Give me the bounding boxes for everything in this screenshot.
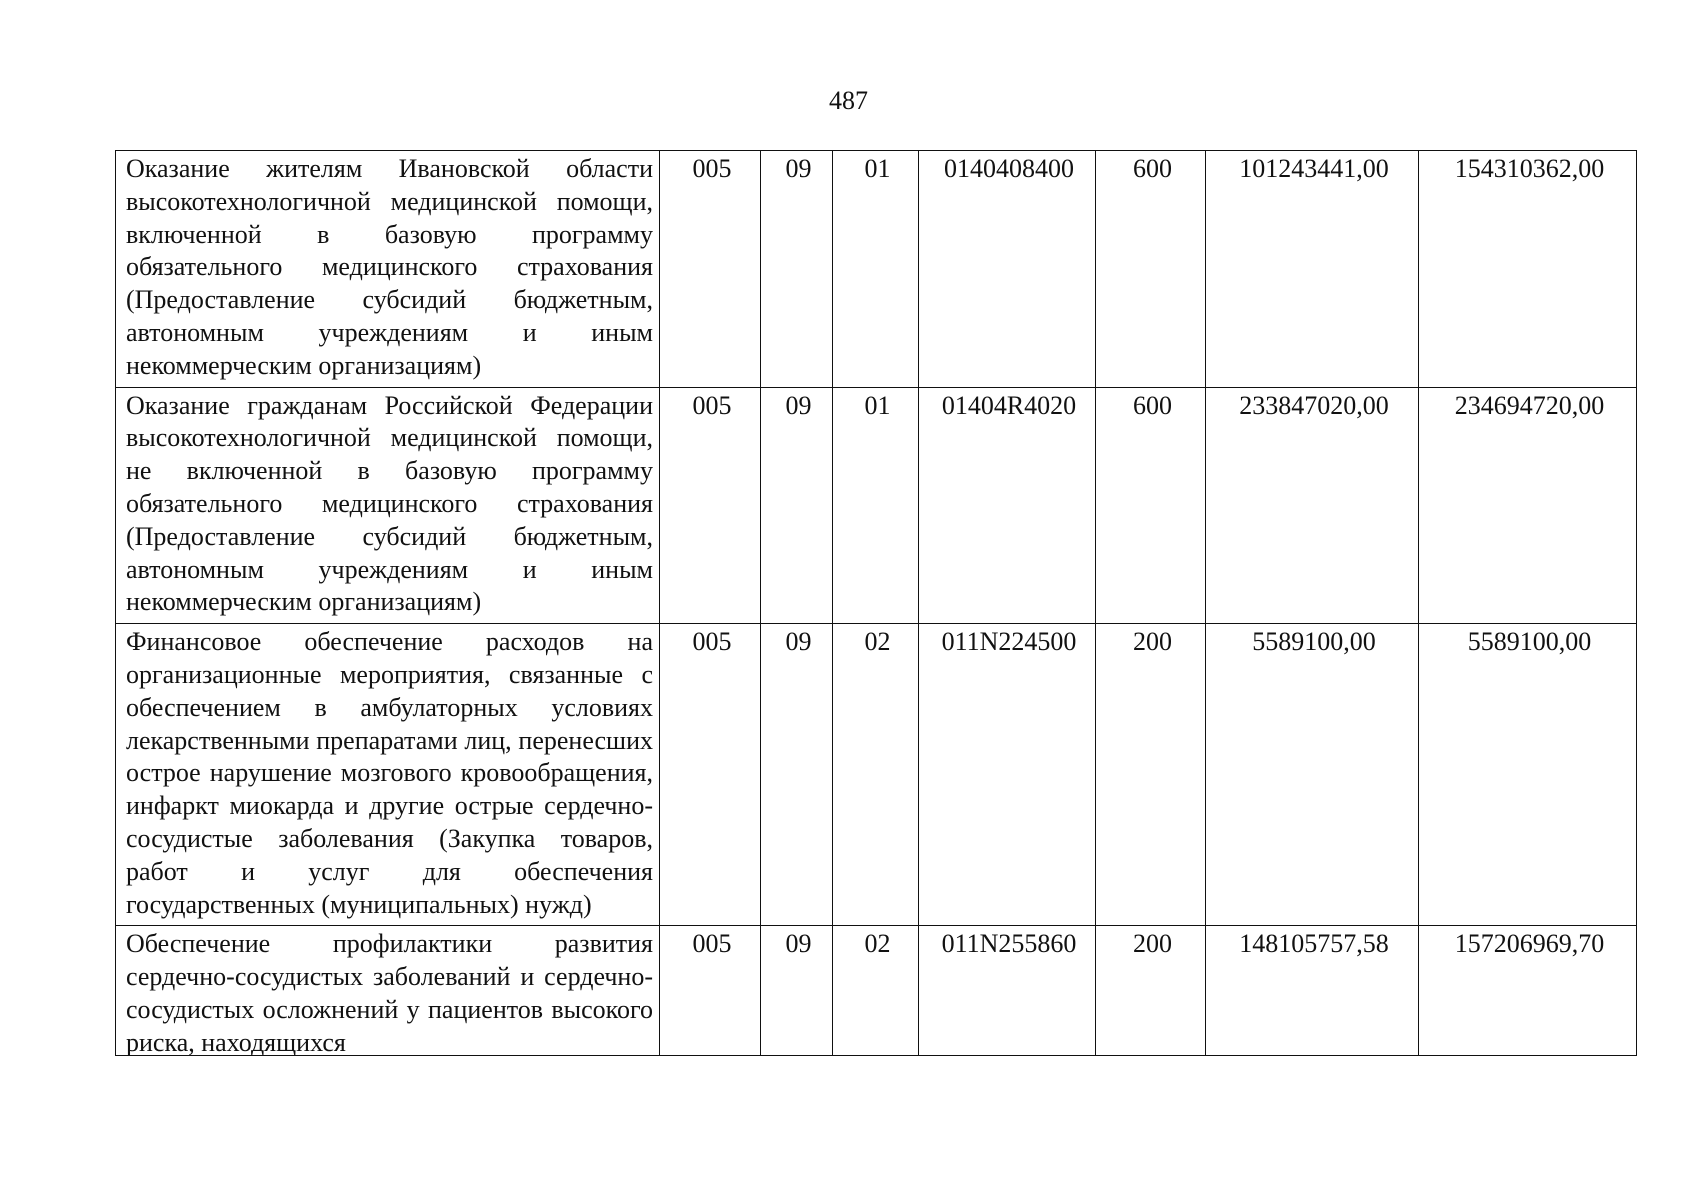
- section-code: 09: [761, 387, 833, 624]
- target-article-code: 01404R4020: [919, 387, 1096, 624]
- subsection-code: 01: [833, 387, 919, 624]
- section-code: 09: [761, 926, 833, 1056]
- page-number: 487: [829, 86, 868, 115]
- table-row: [116, 387, 1637, 624]
- expense-type-code: 600: [1096, 151, 1206, 388]
- table-row: [116, 624, 1637, 926]
- amount-year-2: 234694720,00: [1419, 387, 1637, 624]
- section-code: 09: [761, 151, 833, 388]
- amount-year-1: 5589100,00: [1206, 624, 1419, 926]
- subsection-code: 02: [833, 926, 919, 1056]
- expense-type-code: 200: [1096, 624, 1206, 926]
- row-description-text: Обеспечение профилактики развития сердечно-сосудистых заболеваний и сердечно-сосудистых осложнений у пациентов высокого риска, находящихся: [126, 929, 653, 1056]
- subsection-code: 02: [833, 624, 919, 926]
- ministry-code: 005: [660, 151, 761, 388]
- row-description: Оказание гражданам Российской Федерации высокотехнологичной медицинской помощи, не включенной в базовую программу обязательного медицинского страхования (Предоставление субсидий бюджетным, автономным учреждениям и иным некоммерческим организациям): [116, 387, 660, 624]
- ministry-code: 005: [660, 926, 761, 1056]
- target-article-code: 011N255860: [919, 926, 1096, 1056]
- table-row: [116, 926, 1637, 1056]
- amount-year-1: 101243441,00: [1206, 151, 1419, 388]
- amount-year-2: 157206969,70: [1419, 926, 1637, 1056]
- row-description: Оказание жителям Ивановской области высокотехнологичной медицинской помощи, включенной в базовую программу обязательного медицинского страхования (Предоставление субсидий бюджетным, автономным учреждениям и иным некоммерческим организациям): [116, 151, 660, 388]
- subsection-code: 01: [833, 151, 919, 388]
- row-description: Финансовое обеспечение расходов на организационные мероприятия, связанные с обеспечением в амбулаторных условиях лекарственными препаратами лиц, перенесших острое нарушение мозгового кровообращения, инфаркт миокарда и другие острые сердечно-сосудистые заболевания (Закупка товаров, работ и услуг для обеспечения государственных (муниципальных) нужд): [116, 624, 660, 926]
- expense-type-code: 600: [1096, 387, 1206, 624]
- amount-year-2: 5589100,00: [1419, 624, 1637, 926]
- section-code: 09: [761, 624, 833, 926]
- target-article-code: 0140408400: [919, 151, 1096, 388]
- amount-year-1: 233847020,00: [1206, 387, 1419, 624]
- expense-type-code: 200: [1096, 926, 1206, 1056]
- ministry-code: 005: [660, 624, 761, 926]
- row-description: [116, 926, 660, 1056]
- ministry-code: 005: [660, 387, 761, 624]
- budget-table: [115, 150, 1637, 1056]
- table-row: [116, 151, 1637, 388]
- amount-year-1: 148105757,58: [1206, 926, 1419, 1056]
- amount-year-2: 154310362,00: [1419, 151, 1637, 388]
- target-article-code: 011N224500: [919, 624, 1096, 926]
